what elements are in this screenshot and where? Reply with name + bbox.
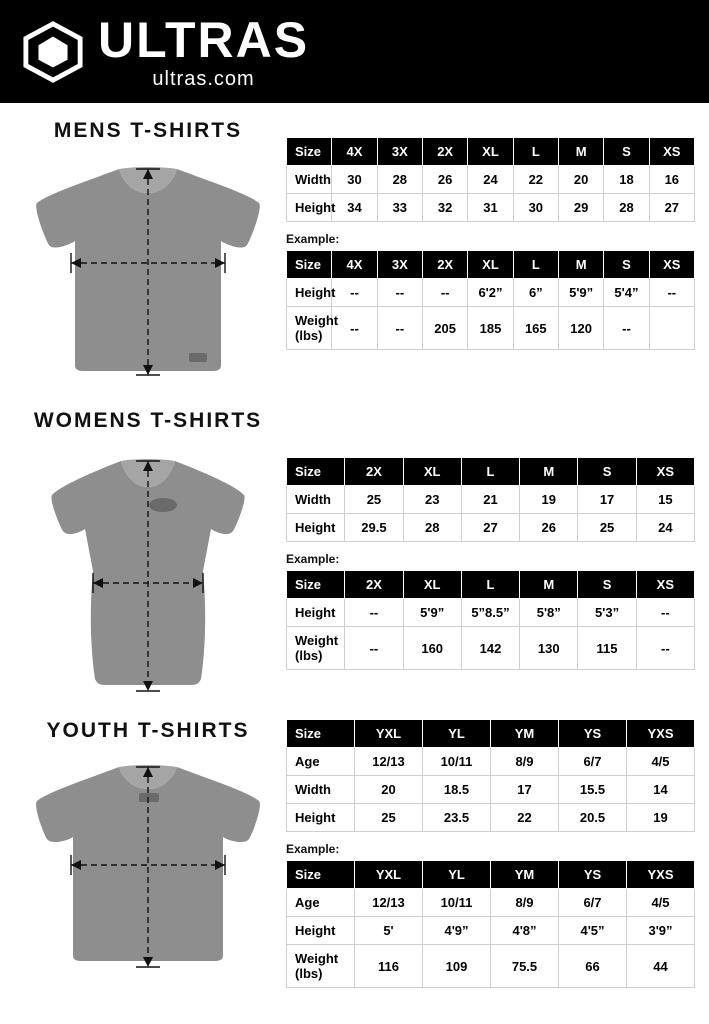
col-header: YL — [423, 861, 491, 889]
cell: 30 — [513, 194, 558, 222]
cell: 20.5 — [559, 804, 627, 832]
cell: -- — [345, 599, 403, 627]
cell: 19 — [627, 804, 695, 832]
cell: 24 — [468, 166, 513, 194]
col-header: S — [578, 458, 636, 486]
youth-example-table — [286, 860, 695, 988]
row-label: Weight (lbs) — [287, 627, 345, 670]
row-label: Height — [287, 514, 345, 542]
col-header: M — [520, 571, 578, 599]
cell: 28 — [377, 166, 422, 194]
col-header: XS — [649, 251, 694, 279]
cell: 109 — [423, 945, 491, 988]
cell — [649, 307, 694, 350]
brand-website: ultras.com — [152, 67, 255, 90]
col-header: XL — [403, 458, 461, 486]
cell: 31 — [468, 194, 513, 222]
cell: 44 — [627, 945, 695, 988]
mens-example-table — [286, 250, 695, 350]
table-row — [287, 776, 695, 804]
mens-shirt-graphic — [14, 149, 282, 393]
cell: -- — [332, 307, 377, 350]
cell: 18.5 — [423, 776, 491, 804]
col-header: XS — [649, 138, 694, 166]
col-header: 2X — [345, 571, 403, 599]
table-row — [287, 627, 695, 670]
cell: 6/7 — [559, 748, 627, 776]
cell: 23.5 — [423, 804, 491, 832]
cell: 12/13 — [355, 889, 423, 917]
cell: 4'9” — [423, 917, 491, 945]
womens-example-label: Example: — [286, 552, 340, 566]
col-header: YM — [491, 861, 559, 889]
cell: -- — [636, 599, 694, 627]
mens-right-column — [282, 103, 695, 393]
section-youth — [0, 703, 709, 990]
cell: 20 — [558, 166, 603, 194]
table-row — [287, 194, 695, 222]
col-header: 2X — [422, 138, 467, 166]
row-label: Width — [287, 776, 355, 804]
cell: 160 — [403, 627, 461, 670]
cell: 4'8” — [491, 917, 559, 945]
table-row — [287, 486, 695, 514]
cell: 6” — [513, 279, 558, 307]
cell: 75.5 — [491, 945, 559, 988]
table-header-row — [287, 251, 695, 279]
col-header: YS — [559, 720, 627, 748]
cell: 29.5 — [345, 514, 403, 542]
womens-title: WOMENS T-SHIRTS — [33, 409, 263, 432]
table-row — [287, 917, 695, 945]
youth-title: YOUTH T-SHIRTS — [46, 719, 250, 742]
row-label: Height — [287, 917, 355, 945]
pentagon-shield-icon — [22, 21, 84, 83]
row-label: Height — [287, 279, 332, 307]
row-label: Weight (lbs) — [287, 945, 355, 988]
cell: 19 — [520, 486, 578, 514]
cell: 12/13 — [355, 748, 423, 776]
cell: 5'9” — [558, 279, 603, 307]
cell: 5'8” — [520, 599, 578, 627]
cell: 20 — [355, 776, 423, 804]
cell: -- — [377, 307, 422, 350]
col-header: XL — [468, 138, 513, 166]
table-row — [287, 307, 695, 350]
cell: 22 — [513, 166, 558, 194]
mens-title: MENS T-SHIRTS — [53, 119, 243, 142]
section-mens — [0, 103, 709, 393]
cell: 26 — [520, 514, 578, 542]
cell: 25 — [345, 486, 403, 514]
cell: 205 — [422, 307, 467, 350]
table-row — [287, 804, 695, 832]
cell: 17 — [491, 776, 559, 804]
cell: 10/11 — [423, 889, 491, 917]
mens-main-table-block — [286, 137, 695, 222]
cell: 23 — [403, 486, 461, 514]
col-header: Size — [287, 251, 332, 279]
youth-main-table-block — [286, 719, 695, 832]
cell: 8/9 — [491, 889, 559, 917]
cell: 21 — [461, 486, 519, 514]
womens-right-column — [282, 393, 695, 703]
womens-left-column — [14, 393, 282, 703]
col-header: XL — [468, 251, 513, 279]
cell: -- — [345, 627, 403, 670]
col-header: S — [604, 251, 649, 279]
col-header: S — [578, 571, 636, 599]
col-header: Size — [287, 138, 332, 166]
col-header: S — [604, 138, 649, 166]
youth-example-table-block — [286, 860, 695, 988]
cell: 5'4” — [604, 279, 649, 307]
col-header: M — [520, 458, 578, 486]
cell: 16 — [649, 166, 694, 194]
col-header: Size — [287, 720, 355, 748]
col-header: Size — [287, 458, 345, 486]
col-header: YXL — [355, 861, 423, 889]
cell: 4'5” — [559, 917, 627, 945]
table-header-row — [287, 720, 695, 748]
cell: 5'9” — [403, 599, 461, 627]
cell: 27 — [461, 514, 519, 542]
cell: 4/5 — [627, 748, 695, 776]
cell: 8/9 — [491, 748, 559, 776]
table-row — [287, 889, 695, 917]
col-header: M — [558, 251, 603, 279]
womens-size-table — [286, 457, 695, 542]
cell: 15 — [636, 486, 694, 514]
col-header: L — [461, 571, 519, 599]
mens-example-table-block — [286, 250, 695, 350]
col-header: YXS — [627, 861, 695, 889]
cell: 17 — [578, 486, 636, 514]
cell: 22 — [491, 804, 559, 832]
cell: 6'2” — [468, 279, 513, 307]
youth-right-column — [282, 703, 695, 990]
cell: 142 — [461, 627, 519, 670]
col-header: 4X — [332, 138, 377, 166]
cell: 115 — [578, 627, 636, 670]
row-label: Age — [287, 748, 355, 776]
cell: 26 — [422, 166, 467, 194]
col-header: YS — [559, 861, 627, 889]
col-header: L — [513, 251, 558, 279]
cell: 130 — [520, 627, 578, 670]
table-header-row — [287, 138, 695, 166]
table-row — [287, 279, 695, 307]
cell: 25 — [355, 804, 423, 832]
cell: 27 — [649, 194, 694, 222]
cell: 3'9” — [627, 917, 695, 945]
row-label: Weight (lbs) — [287, 307, 332, 350]
table-header-row — [287, 861, 695, 889]
youth-tshirt-icon — [23, 753, 273, 983]
col-header: YM — [491, 720, 559, 748]
youth-size-table — [286, 719, 695, 832]
cell: -- — [636, 627, 694, 670]
table-row — [287, 945, 695, 988]
cell: -- — [332, 279, 377, 307]
youth-shirt-graphic — [14, 749, 282, 983]
cell: 5”8.5” — [461, 599, 519, 627]
youth-left-column — [14, 703, 282, 990]
cell: 185 — [468, 307, 513, 350]
col-header: YL — [423, 720, 491, 748]
womens-tshirt-icon — [33, 443, 263, 703]
cell: -- — [377, 279, 422, 307]
row-label: Width — [287, 166, 332, 194]
row-label: Height — [287, 599, 345, 627]
col-header: XS — [636, 458, 694, 486]
cell: 15.5 — [559, 776, 627, 804]
col-header: 2X — [422, 251, 467, 279]
womens-main-table-block — [286, 457, 695, 542]
cell: 25 — [578, 514, 636, 542]
row-label: Height — [287, 804, 355, 832]
row-label: Width — [287, 486, 345, 514]
cell: 14 — [627, 776, 695, 804]
row-label: Height — [287, 194, 332, 222]
cell: 5' — [355, 917, 423, 945]
cell: 32 — [422, 194, 467, 222]
mens-example-label: Example: — [286, 232, 340, 246]
cell: 28 — [604, 194, 649, 222]
cell: 5'3” — [578, 599, 636, 627]
table-header-row — [287, 571, 695, 599]
table-row — [287, 599, 695, 627]
col-header: YXS — [627, 720, 695, 748]
cell: 18 — [604, 166, 649, 194]
table-header-row — [287, 458, 695, 486]
table-row — [287, 166, 695, 194]
cell: -- — [604, 307, 649, 350]
section-womens — [0, 393, 709, 703]
col-header: M — [558, 138, 603, 166]
cell: 34 — [332, 194, 377, 222]
cell: 66 — [559, 945, 627, 988]
col-header: Size — [287, 861, 355, 889]
col-header: 3X — [377, 251, 422, 279]
cell: 165 — [513, 307, 558, 350]
cell: 6/7 — [559, 889, 627, 917]
col-header: 3X — [377, 138, 422, 166]
page-header — [0, 0, 709, 103]
col-header: L — [513, 138, 558, 166]
col-header: XS — [636, 571, 694, 599]
col-header: L — [461, 458, 519, 486]
mens-left-column — [14, 103, 282, 393]
col-header: Size — [287, 571, 345, 599]
col-header: 2X — [345, 458, 403, 486]
col-header: YXL — [355, 720, 423, 748]
cell: 24 — [636, 514, 694, 542]
cell: 120 — [558, 307, 603, 350]
cell: -- — [422, 279, 467, 307]
row-label: Age — [287, 889, 355, 917]
womens-shirt-graphic — [14, 439, 282, 703]
mens-size-table — [286, 137, 695, 222]
cell: 28 — [403, 514, 461, 542]
cell: -- — [649, 279, 694, 307]
womens-example-table-block — [286, 570, 695, 670]
cell: 30 — [332, 166, 377, 194]
womens-example-table — [286, 570, 695, 670]
table-row — [287, 748, 695, 776]
cell: 29 — [558, 194, 603, 222]
cell: 4/5 — [627, 889, 695, 917]
col-header: XL — [403, 571, 461, 599]
brand-title: ULTRAS — [98, 11, 310, 68]
cell: 10/11 — [423, 748, 491, 776]
cell: 116 — [355, 945, 423, 988]
col-header: 4X — [332, 251, 377, 279]
table-row — [287, 514, 695, 542]
youth-example-label: Example: — [286, 842, 340, 856]
mens-tshirt-icon — [23, 153, 273, 393]
cell: 33 — [377, 194, 422, 222]
